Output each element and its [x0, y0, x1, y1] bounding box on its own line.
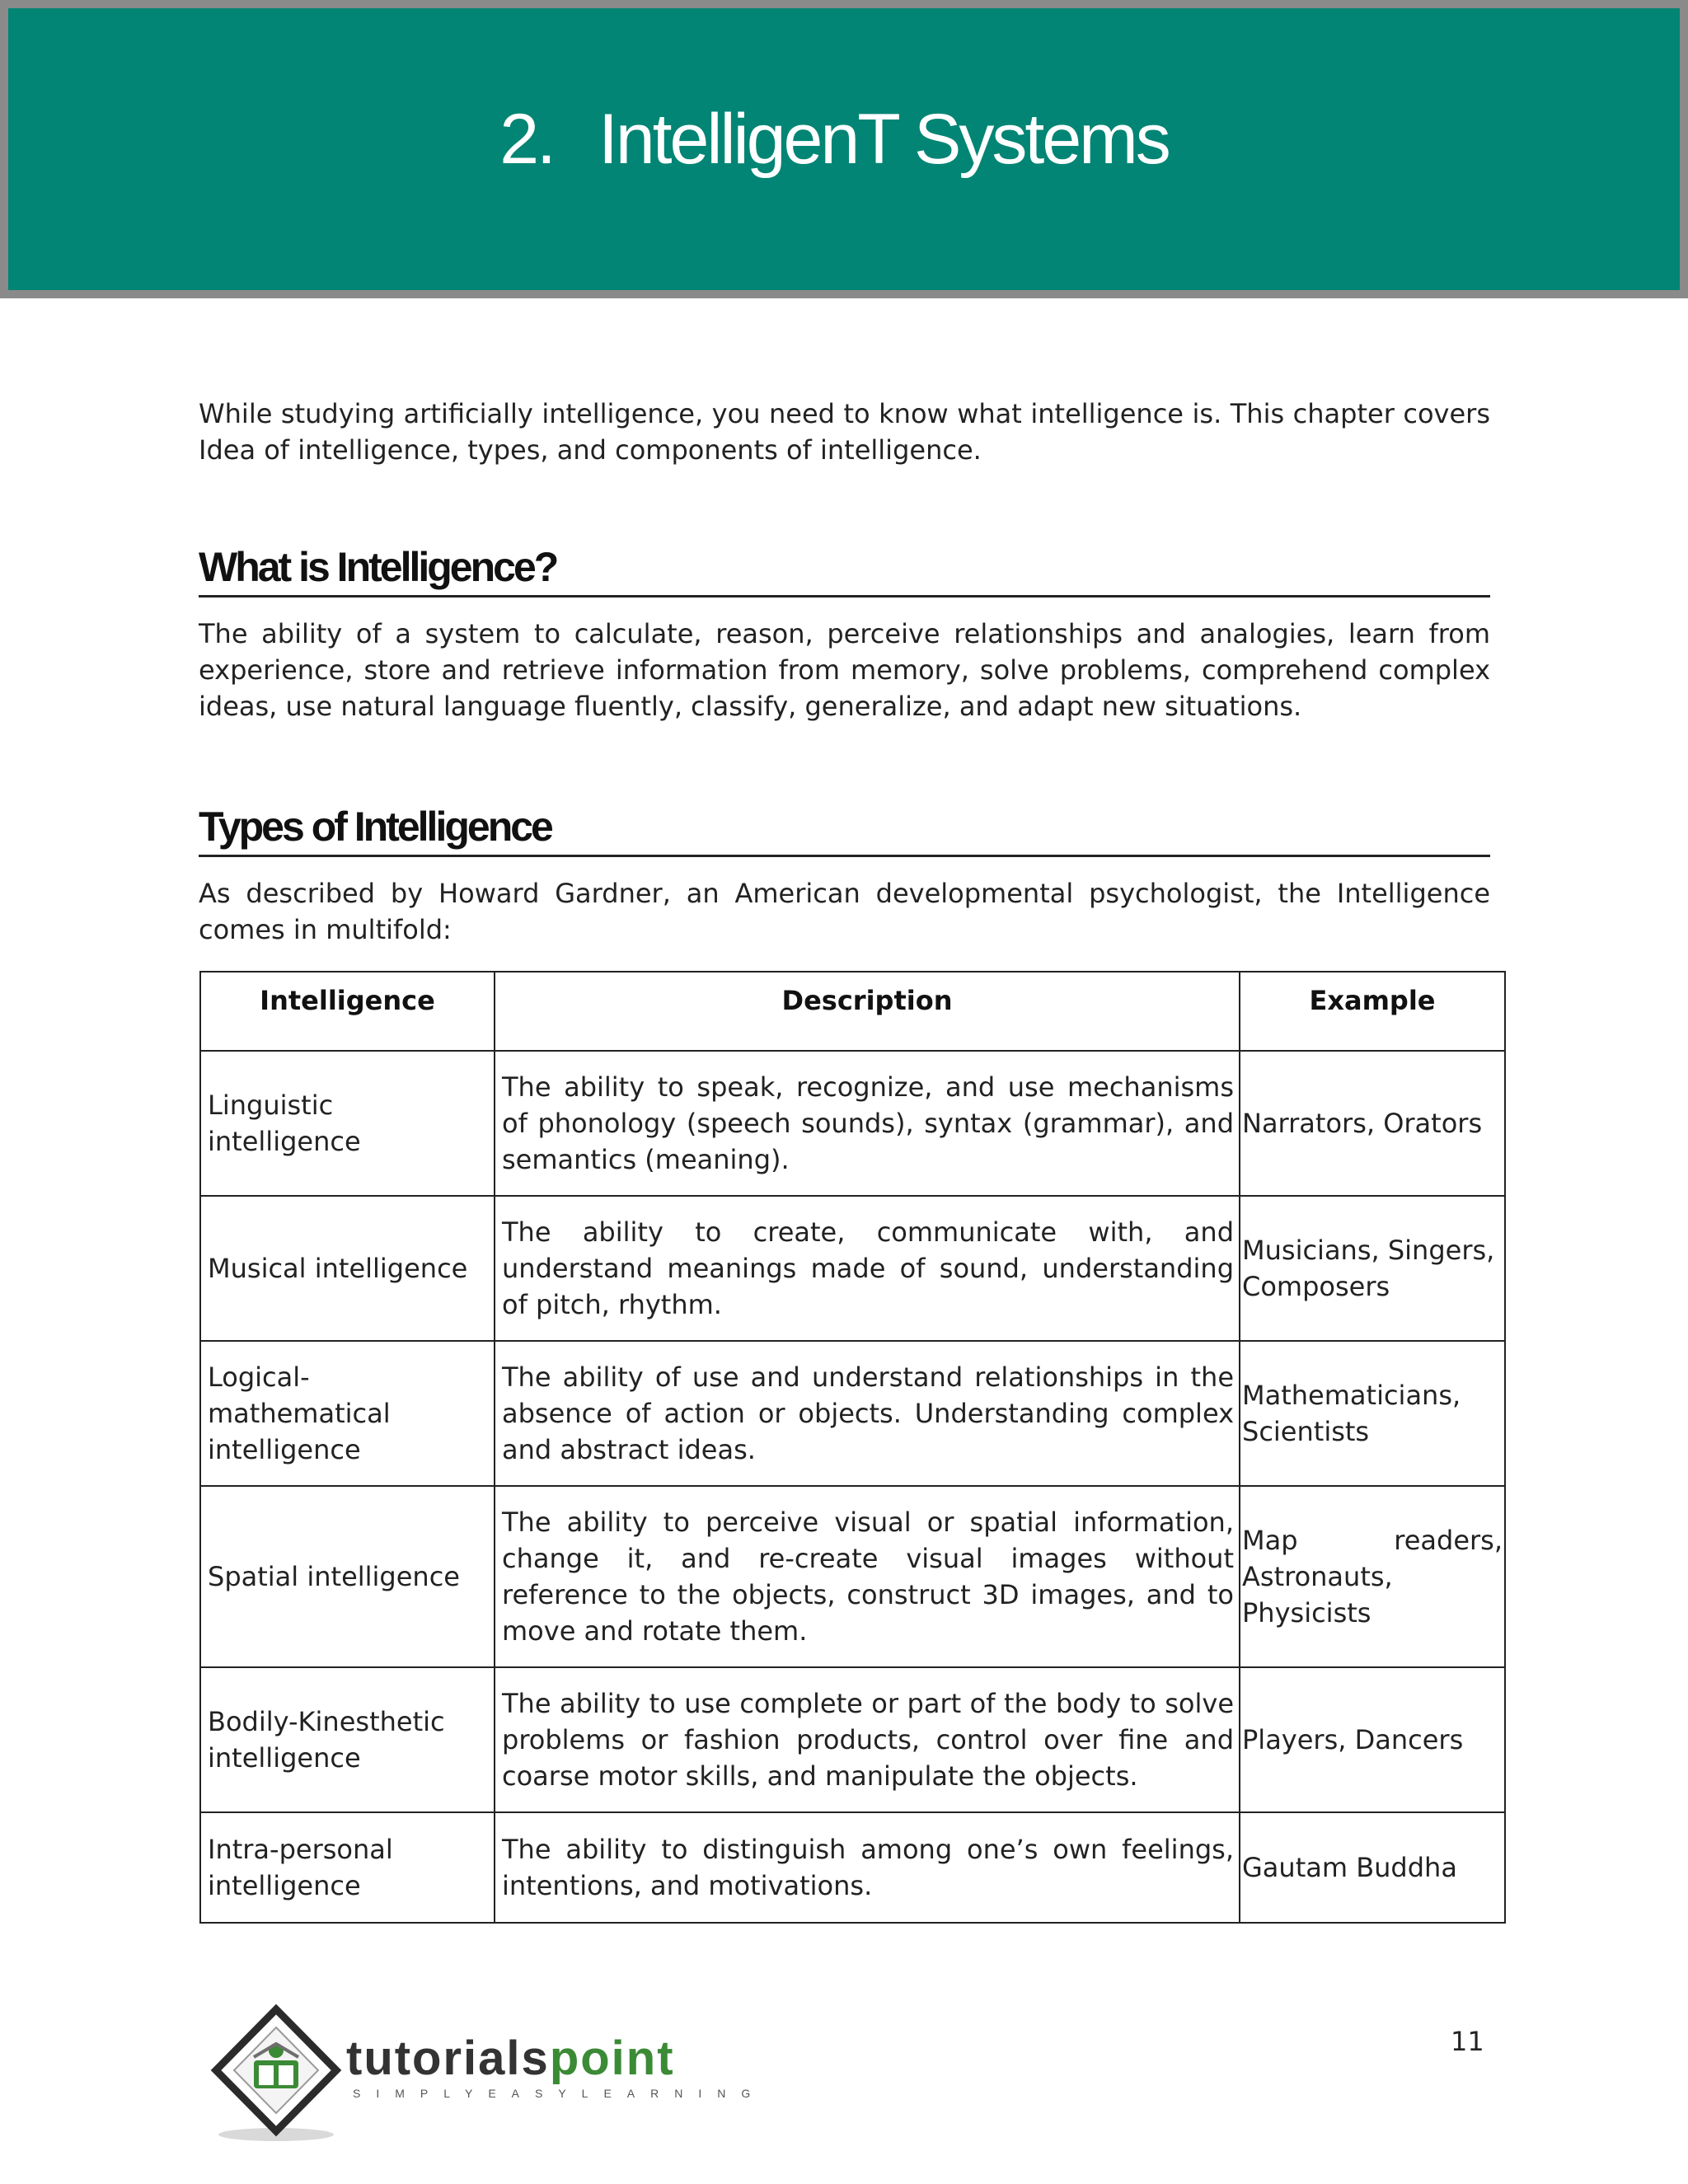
intelligence-types-table — [199, 971, 1506, 1924]
cell-description: The ability of use and understand relationships in the absence of action or objects. Understanding complex and abstract ideas. — [495, 1341, 1240, 1486]
cell-example: Mathematicians, Scientists — [1240, 1341, 1505, 1486]
chapter-number: 2. — [499, 100, 554, 179]
intro-paragraph: While studying artificially intelligence, you need to know what intelligence is. This chapter covers Idea of intelligence, types, and components of intelligence. — [199, 398, 1490, 466]
cell-description: The ability to distinguish among one’s own feelings, intentions, and motivations. — [495, 1812, 1240, 1923]
cell-description: The ability to perceive visual or spatial information, change it, and re-create visual images without reference to the objects, construct 3D images, and to move and rotate them. — [495, 1486, 1240, 1667]
table-row — [200, 1341, 1505, 1486]
chapter-title-text: IntelligenT Systems — [598, 100, 1169, 179]
table-row — [200, 1486, 1505, 1667]
cell-intelligence: Musical intelligence — [200, 1196, 495, 1341]
cell-example: Gautam Buddha — [1240, 1812, 1505, 1923]
logo-diamond-icon — [206, 2003, 346, 2143]
page-content — [199, 396, 1503, 1924]
page-number: 11 — [1451, 2026, 1484, 2057]
table-header-row — [200, 972, 1505, 1051]
cell-example: Narrators, Orators — [1240, 1051, 1505, 1196]
chapter-banner-fill — [8, 8, 1680, 290]
cell-example: Players, Dancers — [1240, 1667, 1505, 1812]
table-row — [200, 1667, 1505, 1812]
table-row — [200, 1196, 1505, 1341]
cell-example: Musicians, Singers, Composers — [1240, 1196, 1505, 1341]
logo-word-part-b: point — [549, 2032, 675, 2085]
column-header-description: Description — [495, 972, 1240, 1051]
column-header-intelligence: Intelligence — [200, 972, 495, 1051]
section-heading-types-of-intelligence: Types of Intelligence — [199, 802, 1490, 857]
cell-description: The ability to use complete or part of the body to solve problems or fashion products, control over fine and coarse motor skills, and manipulate the objects. — [495, 1667, 1240, 1812]
column-header-example: Example — [1240, 972, 1505, 1051]
table-row — [200, 1051, 1505, 1196]
cell-intelligence: Spatial intelligence — [200, 1486, 495, 1667]
chapter-title — [499, 99, 1169, 180]
section-text-types-of-intelligence: As described by Howard Gardner, an American developmental psychologist, the Intelligence comes in multifold: — [199, 878, 1490, 945]
section-heading-what-is-intelligence: What is Intelligence? — [199, 542, 1490, 598]
section-text-what-is-intelligence: The ability of a system to calculate, reason, perceive relationships and analogies, learn from experience, store and retrieve information from memory, solve problems, comprehend complex ideas, use natural language fluently, classify, generalize, and adapt new situations. — [199, 618, 1490, 722]
tutorialspoint-logo — [206, 2003, 767, 2143]
cell-example: Map readers, Astronauts, Physicists — [1240, 1486, 1505, 1667]
chapter-banner — [0, 0, 1688, 298]
logo-tagline: SIMPLYEASYLEARNING — [353, 2087, 767, 2100]
cell-intelligence: Logical-mathematical intelligence — [200, 1341, 495, 1486]
cell-description: The ability to speak, recognize, and use mechanisms of phonology (speech sounds), syntax (grammar), and semantics (meaning). — [495, 1051, 1240, 1196]
cell-intelligence: Bodily-Kinesthetic intelligence — [200, 1667, 495, 1812]
cell-intelligence: Linguistic intelligence — [200, 1051, 495, 1196]
logo-wordmark — [346, 2031, 675, 2086]
table-row — [200, 1812, 1505, 1923]
logo-word-part-a: tutorials — [346, 2032, 550, 2085]
cell-description: The ability to create, communicate with, and understand meanings made of sound, understanding of pitch, rhythm. — [495, 1196, 1240, 1341]
cell-intelligence: Intra-personal intelligence — [200, 1812, 495, 1923]
